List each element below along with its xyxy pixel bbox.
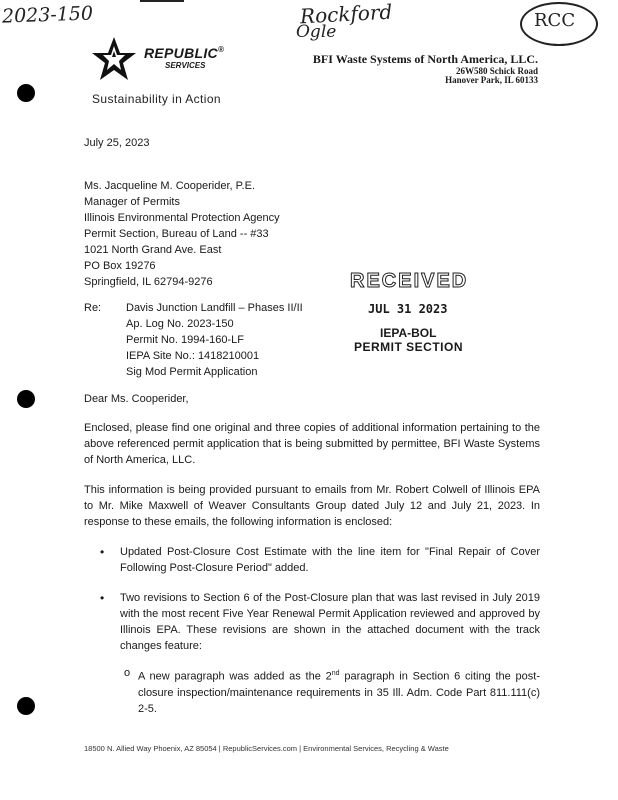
re-block xyxy=(126,300,326,380)
re-line: IEPA Site No.: 1418210001 xyxy=(126,350,260,362)
company-street: 26W580 Schick Road xyxy=(455,66,538,76)
handwritten-log-number: 2023-150 xyxy=(1,2,94,28)
logo-brand-text: REPUBLIC xyxy=(144,45,218,61)
re-line: Davis Junction Landfill – Phases II/II xyxy=(126,302,303,314)
stamp-line1: IEPA-BOL xyxy=(380,326,437,340)
logo-registered: ® xyxy=(217,45,225,54)
sub-item-text-start: A new paragraph was added as the 2 xyxy=(138,670,332,683)
punch-hole-3 xyxy=(17,697,35,715)
recipient-line: PO Box 19276 xyxy=(84,260,156,272)
stamp-date: JUL 31 2023 xyxy=(368,302,448,316)
re-line: Permit No. 1994-160-LF xyxy=(126,334,244,346)
recipient-line: Manager of Permits xyxy=(84,196,180,208)
tagline: Sustainability in Action xyxy=(92,92,222,106)
list-item: • Two revisions to Section 6 of the Post-Closure plan that was last revised in July 2019 with the most recent Five Year Renewal Permit Application reviewed and approved by Illinois EPA. These revisions are shown in the attached document with the track changes feature: xyxy=(84,590,540,654)
footer: 18500 N. Allied Way Phoenix, AZ 85054 | RepublicServices.com | Environmental Services, Recycling & Waste xyxy=(84,744,449,753)
re-line: Sig Mod Permit Application xyxy=(126,366,258,378)
handwritten-county-line2: Ogle xyxy=(296,22,337,42)
recipient-line: Springfield, IL 62794-9276 xyxy=(84,276,213,288)
republic-services-logo xyxy=(92,36,137,82)
recipient-address xyxy=(84,178,344,290)
company-city: Hanover Park, IL 60133 xyxy=(445,75,538,85)
handwritten-underline xyxy=(140,0,184,2)
stamp-received: RECEIVED xyxy=(350,270,469,292)
recipient-line: Ms. Jacqueline M. Cooperider, P.E. xyxy=(84,180,255,192)
punch-hole-2 xyxy=(17,390,35,408)
punch-hole-1 xyxy=(17,84,35,102)
stamp-line2: PERMIT SECTION xyxy=(354,340,464,354)
recipient-line: Permit Section, Bureau of Land -- #33 xyxy=(84,228,269,240)
recipient-line: 1021 North Grand Ave. East xyxy=(84,244,222,256)
sub-item-sup: nd xyxy=(331,670,340,677)
logo-sub: SERVICES xyxy=(165,61,206,70)
sub-item-text-end: paragraph in Section 6 citing the post-closure inspection/maintenance requirements in 35 Ill. Adm. Code Part 811.111(c) 2-5. xyxy=(138,670,540,715)
company-name: BFI Waste Systems of North America, LLC. xyxy=(312,52,538,66)
body-paragraph: This information is being provided pursuant to emails from Mr. Robert Colwell of Illinois EPA to Mr. Mike Maxwell of Weaver Consultants Group dated July 12 and July 21, 2023. In response to these emails, the following information is enclosed: xyxy=(84,484,540,528)
re-line: Ap. Log No. 2023-150 xyxy=(126,318,234,330)
letter-date: July 25, 2023 xyxy=(84,137,150,149)
handwritten-initials: RCC xyxy=(534,10,576,31)
list-item: • Updated Post-Closure Cost Estimate with the line item for "Final Repair of Cover Following Post-Closure Period" added. xyxy=(84,544,540,576)
salutation: Dear Ms. Cooperider, xyxy=(84,393,189,405)
sub-list-item xyxy=(84,666,540,717)
logo-star-icon xyxy=(92,36,137,82)
enclosure-list xyxy=(84,544,540,654)
logo-brand xyxy=(144,45,224,61)
recipient-line: Illinois Environmental Protection Agency xyxy=(84,212,280,224)
body-paragraph: Enclosed, please find one original and three copies of additional information pertaining to the above referenced permit application that is being submitted by permittee, BFI Waste Systems of North America, LLC. xyxy=(84,422,540,466)
handwritten-county-line1: Rockford xyxy=(299,0,393,29)
letter-body xyxy=(84,420,540,717)
re-label: Re: xyxy=(84,302,102,314)
received-stamp xyxy=(340,270,490,360)
